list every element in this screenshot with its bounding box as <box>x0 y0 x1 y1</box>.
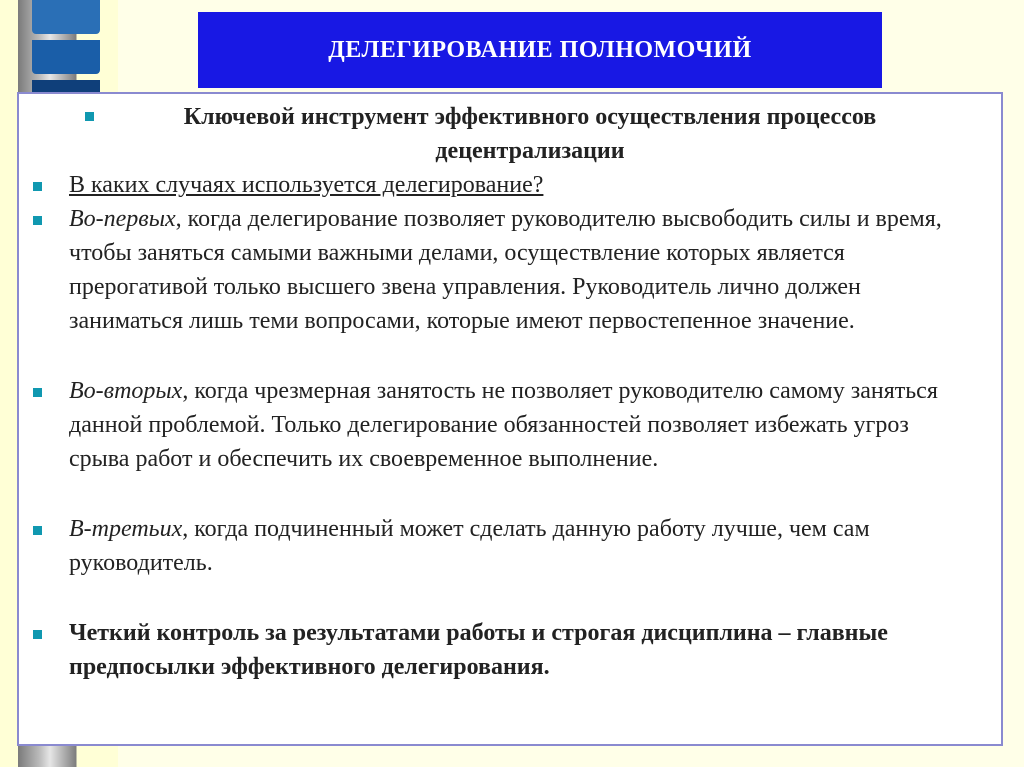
item-body: , когда подчиненный может сделать данную работу лучше, чем сам руководитель. <box>69 516 870 576</box>
square-bullet-icon <box>33 630 42 639</box>
square-bullet-icon <box>33 216 42 225</box>
item-text <box>69 512 975 580</box>
item-text <box>69 374 975 476</box>
decorative-block <box>32 0 100 34</box>
content-panel <box>17 92 1003 746</box>
item-body: , когда чрезмерная занятость не позволяет руководителю самому заняться данной проблемой. Только делегирование обязанностей позволяет избежать угроз срыва работ и обеспечить их своевременное выполнение. <box>69 378 938 472</box>
item-lead: В-третьих <box>69 516 183 542</box>
item-text: Четкий контроль за результатами работы и строгая дисциплина – главные предпосылки эффективного делегирования. <box>69 620 888 680</box>
item-body: , когда делегирование позволяет руководителю высвободить силы и время, чтобы заняться самыми важными делами, осуществление которых является прерогативой только высшего звена управления. Руководитель лично должен заниматься лишь теми вопросами, которые имеют первостепенное значение. <box>69 206 942 334</box>
item-text: В каких случаях используется делегирование? <box>69 172 544 198</box>
item-text <box>69 202 975 338</box>
item-lead: Во-вторых <box>69 378 183 404</box>
square-bullet-icon <box>85 112 94 121</box>
item-text: Ключевой инструмент эффективного осуществления процессов децентрализации <box>183 104 877 164</box>
square-bullet-icon <box>33 182 42 191</box>
item-lead: Во-первых <box>69 206 176 232</box>
decorative-block <box>32 40 100 74</box>
slide-title <box>198 12 882 88</box>
slide-title-text: ДЕЛЕГИРОВАНИЕ ПОЛНОМОЧИЙ <box>328 36 752 63</box>
square-bullet-icon <box>33 526 42 535</box>
square-bullet-icon <box>33 388 42 397</box>
